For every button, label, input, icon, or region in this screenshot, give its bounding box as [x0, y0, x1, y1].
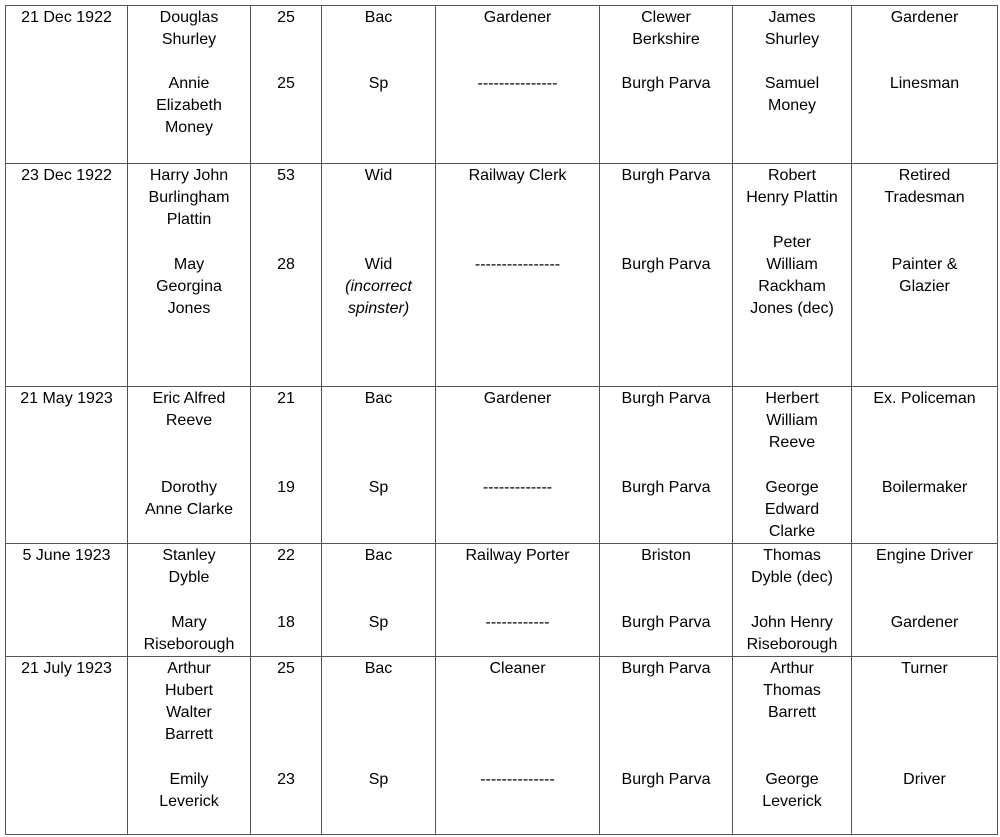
father-cell [733, 387, 852, 544]
father-occupation-cell [852, 544, 998, 657]
table-row [6, 164, 998, 387]
groom-residence: Burgh Parva [621, 390, 711, 407]
father-occupation-cell [852, 387, 998, 544]
name-cell [128, 544, 251, 657]
groom-residence: Burgh Parva [621, 660, 711, 677]
groom-condition: Bac [364, 390, 393, 407]
marriage-date: 21 July 1923 [21, 660, 112, 677]
age-cell [251, 387, 322, 544]
groom-father: Robert Henry Plattin [746, 167, 838, 206]
table-row [6, 544, 998, 657]
groom-residence: Clewer Berkshire [632, 9, 700, 48]
residence-cell [600, 6, 733, 164]
bride-father-occupation: Boilermaker [881, 479, 968, 496]
bride-condition: Wid [364, 256, 393, 273]
groom-condition: Wid [364, 167, 393, 184]
groom-name: Stanley Dyble [162, 547, 216, 586]
groom-age: 25 [277, 660, 295, 677]
marriage-date-cell [6, 657, 128, 835]
bride-residence: Burgh Parva [621, 256, 711, 273]
name-cell [128, 164, 251, 387]
groom-age: 53 [277, 167, 295, 184]
condition-cell [322, 164, 436, 387]
groom-father-occupation: Engine Driver [876, 547, 973, 564]
name-cell [128, 657, 251, 835]
bride-condition-note: (incorrect spinster) [345, 278, 412, 317]
groom-father-occupation: Gardener [890, 9, 959, 26]
bride-residence: Burgh Parva [621, 614, 711, 631]
bride-father-occupation: Painter & Glazier [891, 256, 958, 295]
groom-condition: Bac [364, 9, 393, 26]
bride-father: Samuel Money [764, 75, 820, 114]
bride-name: Dorothy Anne Clarke [144, 479, 234, 518]
occupation-cell [436, 544, 600, 657]
groom-age: 21 [277, 390, 295, 407]
bride-residence: Burgh Parva [621, 75, 711, 92]
groom-father-occupation: Retired Tradesman [884, 167, 965, 206]
bride-condition: Sp [368, 75, 389, 92]
name-cell [128, 6, 251, 164]
marriage-date: 21 Dec 1922 [21, 9, 112, 26]
name-cell [128, 387, 251, 544]
bride-father-occupation: Driver [903, 771, 946, 788]
occupation-cell [436, 164, 600, 387]
bride-name: May Georgina Jones [156, 256, 222, 317]
bride-father: John Henry Riseborough [746, 614, 838, 653]
groom-age: 22 [277, 547, 295, 564]
occupation-cell [436, 6, 600, 164]
bride-father: George Leverick [762, 771, 822, 810]
bride-condition: Sp [368, 614, 389, 631]
bride-age: 19 [277, 479, 295, 496]
groom-residence: Burgh Parva [621, 167, 711, 184]
groom-father-occupation: Turner [901, 660, 948, 677]
groom-name: Douglas Shurley [159, 9, 219, 48]
bride-occupation: ------------- [482, 479, 553, 496]
groom-residence: Briston [641, 547, 691, 564]
groom-father: Arthur Thomas Barrett [763, 660, 821, 721]
groom-name: Eric Alfred Reeve [152, 390, 226, 429]
bride-occupation: ------------ [485, 614, 550, 631]
bride-occupation: --------------- [477, 75, 558, 92]
bride-residence: Burgh Parva [621, 479, 711, 496]
bride-age: 18 [277, 614, 295, 631]
bride-occupation: -------------- [480, 771, 555, 788]
occupation-cell [436, 387, 600, 544]
marriage-date-cell [6, 164, 128, 387]
residence-cell [600, 387, 733, 544]
marriage-date: 5 June 1923 [22, 547, 111, 564]
groom-name: Arthur Hubert Walter Barrett [164, 660, 214, 743]
groom-father: Thomas Dyble (dec) [751, 547, 833, 586]
groom-age: 25 [277, 9, 295, 26]
occupation-cell [436, 657, 600, 835]
condition-cell [322, 6, 436, 164]
bride-name: Emily Leverick [159, 771, 219, 810]
father-cell [733, 544, 852, 657]
groom-occupation: Gardener [483, 9, 552, 26]
residence-cell [600, 544, 733, 657]
father-cell [733, 6, 852, 164]
groom-condition: Bac [364, 660, 393, 677]
groom-occupation: Railway Clerk [468, 167, 567, 184]
bride-age: 25 [277, 75, 295, 92]
marriage-date-cell [6, 544, 128, 657]
groom-occupation: Gardener [483, 390, 552, 407]
groom-name: Harry John Burlingham Plattin [148, 167, 230, 228]
age-cell [251, 657, 322, 835]
bride-father: George Edward Clarke [764, 479, 820, 540]
bride-condition: Sp [368, 479, 389, 496]
condition-cell [322, 544, 436, 657]
table-row [6, 387, 998, 544]
marriage-register-table [5, 5, 998, 835]
bride-condition: Sp [368, 771, 389, 788]
residence-cell [600, 164, 733, 387]
groom-father: James Shurley [764, 9, 820, 48]
residence-cell [600, 657, 733, 835]
father-occupation-cell [852, 6, 998, 164]
bride-father-occupation: Linesman [889, 75, 960, 92]
bride-father-occupation: Gardener [890, 614, 959, 631]
groom-occupation: Cleaner [489, 660, 546, 677]
groom-condition: Bac [364, 547, 393, 564]
age-cell [251, 164, 322, 387]
father-occupation-cell [852, 657, 998, 835]
condition-cell [322, 387, 436, 544]
groom-father-occupation: Ex. Policeman [873, 390, 976, 407]
table-row [6, 657, 998, 835]
bride-age: 23 [277, 771, 295, 788]
age-cell [251, 544, 322, 657]
groom-father: Herbert William Reeve [765, 390, 819, 451]
table-row [6, 6, 998, 164]
bride-father: Peter William Rackham Jones (dec) [750, 234, 834, 317]
bride-name: Annie Elizabeth Money [156, 75, 222, 136]
bride-age: 28 [277, 256, 295, 273]
bride-occupation: ---------------- [474, 256, 561, 273]
marriage-date: 21 May 1923 [20, 390, 113, 407]
bride-name: Mary Riseborough [143, 614, 235, 653]
age-cell [251, 6, 322, 164]
marriage-date: 23 Dec 1922 [21, 167, 112, 184]
father-occupation-cell [852, 164, 998, 387]
father-cell [733, 657, 852, 835]
groom-occupation: Railway Porter [465, 547, 570, 564]
father-cell [733, 164, 852, 387]
marriage-date-cell [6, 387, 128, 544]
marriage-date-cell [6, 6, 128, 164]
bride-residence: Burgh Parva [621, 771, 711, 788]
condition-cell [322, 657, 436, 835]
